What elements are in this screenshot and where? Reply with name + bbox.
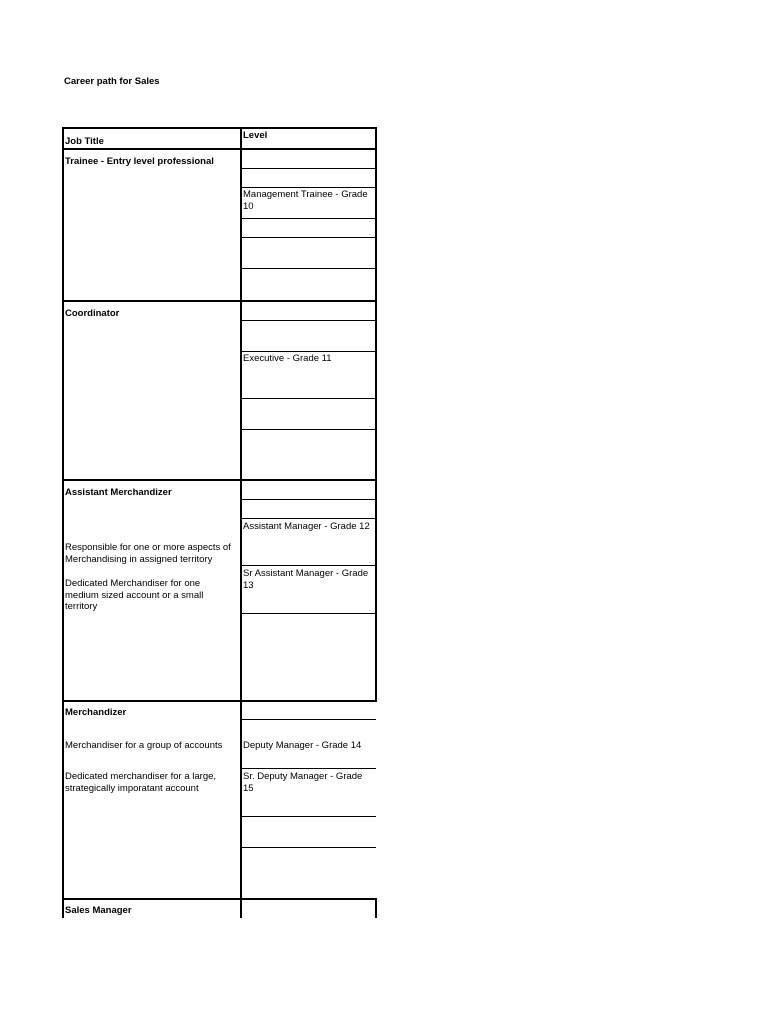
section-job-title: Sales Manager (65, 905, 132, 916)
header-divider (62, 148, 377, 150)
level-label: Deputy Manager - Grade 14 (243, 740, 362, 751)
level-row-divider (241, 499, 376, 500)
section-job-title: Merchandizer (65, 707, 127, 718)
table-border (62, 127, 64, 918)
level-label: Executive - Grade 11 (243, 353, 332, 364)
level-label: Assistant Manager - Grade 12 (243, 521, 370, 532)
level-row-divider (241, 351, 376, 352)
table-border (375, 898, 377, 918)
level-label: Management Trainee - Grade 10 (243, 189, 368, 212)
level-row-divider (241, 613, 376, 614)
level-row-divider (241, 237, 376, 238)
level-row-divider (241, 565, 376, 566)
table-border (62, 127, 377, 129)
level-label: Sr. Deputy Manager - Grade 15 (243, 771, 363, 794)
section-description: Dedicated merchandiser for a large, strategically imporatant account (65, 771, 217, 794)
section-description: Responsible for one or more aspects of Merchandising in assigned territory (65, 542, 231, 565)
section-divider (62, 300, 377, 302)
column-divider (240, 127, 242, 918)
section-divider (62, 479, 377, 481)
section-job-title: Trainee - Entry level professional (65, 156, 214, 167)
level-row-divider (241, 398, 376, 399)
level-row-divider (241, 187, 376, 188)
section-description: Dedicated Merchandiser for one medium sized account or a small territory (65, 578, 204, 612)
level-row-divider (241, 847, 376, 848)
header-level: Level (243, 130, 268, 141)
level-row-divider (241, 268, 376, 269)
section-divider (62, 700, 377, 702)
level-row-divider (241, 816, 376, 817)
page-title: Career path for Sales (64, 76, 160, 87)
section-job-title: Assistant Merchandizer (65, 487, 172, 498)
level-row-divider (241, 719, 376, 720)
level-row-divider (241, 218, 376, 219)
header-job-title: Job Title (65, 136, 104, 147)
section-job-title: Coordinator (65, 308, 120, 319)
level-row-divider (241, 429, 376, 430)
level-row-divider (241, 168, 376, 169)
table-border (375, 127, 377, 702)
level-row-divider (241, 768, 376, 769)
level-row-divider (241, 518, 376, 519)
section-description: Merchandiser for a group of accounts (65, 740, 223, 751)
level-label: Sr Assistant Manager - Grade 13 (243, 568, 369, 591)
section-divider (62, 898, 377, 900)
level-row-divider (241, 320, 376, 321)
